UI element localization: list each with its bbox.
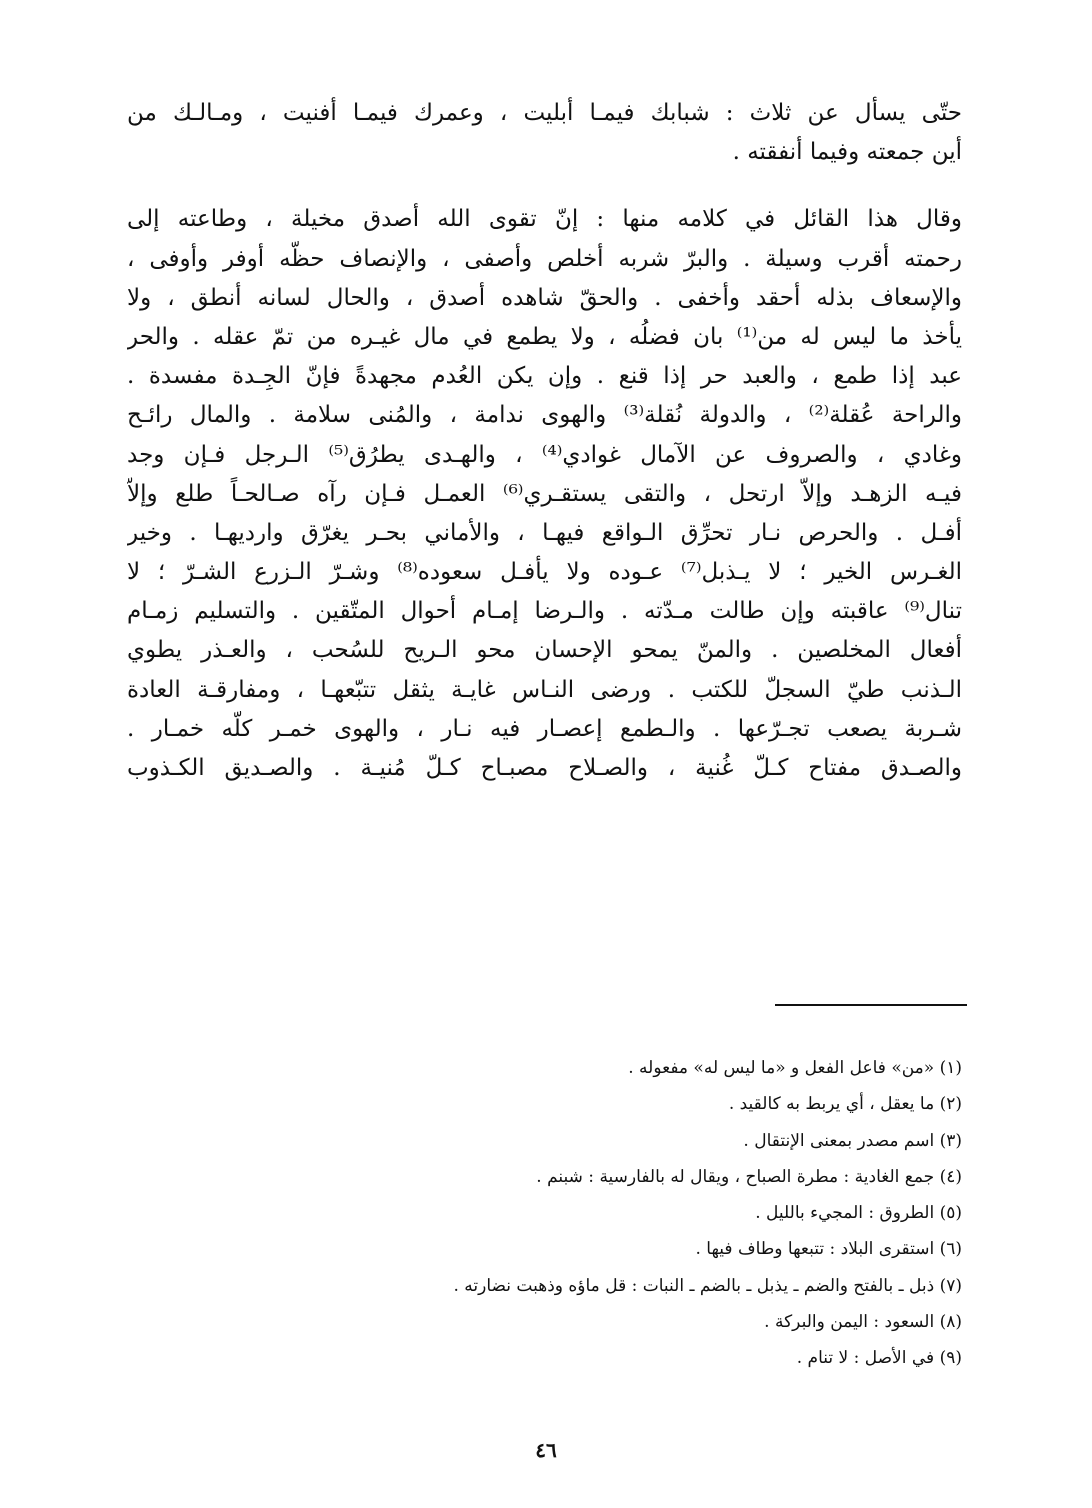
text-line: فيـه الزهـد وإلاّ ارتحل ، والتقى يستقـري⁽⁶⁾ العمـل فـإن رآه صـالحـاً طلع وإلاّ — [127, 480, 962, 507]
footnote: (٤) جمع الغادية : مطرة الصباح ، ويقال له بالفارسية : شبنم . — [536, 1166, 962, 1187]
text-line: يأخذ ما ليس له من⁽¹⁾ بان فضلُه ، ولا يطمع في مال غيـره من تمّ عقله . والحر — [127, 323, 962, 350]
text-line: شـربة يصعب تجـرّعها . والـطمع إعصـار فيه نـار ، والهوى خمـر كلّه خمـار . — [127, 715, 962, 742]
footnote: (٦) استقرى البلاد : تتبعها وطاف فيها . — [695, 1239, 962, 1260]
paragraph — [127, 94, 962, 172]
text-line: أفـل . والحرص نـار تحرِّق الـواقع فيهـا ، والأماني بحـر يغرّق وارديهـا . وخير — [127, 519, 962, 546]
text-line: الـذنب طيّ السجلّ للكتب . ورضى النـاس غايـة يثقل تتبّعهـا ، ومفارقـة العادة — [127, 676, 962, 703]
text-line: وغادي ، والصروف عن الآمال غوادي⁽⁴⁾ ، والهـدى يطرُق⁽⁵⁾ الـرجل فـإن وجد — [127, 441, 962, 468]
text-line: الغـرس الخير ؛ لا يـذبل⁽⁷⁾ عـوده ولا يأفـل سعوده⁽⁸⁾ وشـرّ الـزرع الشـرّ ؛ لا — [127, 559, 962, 586]
text-line: حتّى يسأل عن ثلاث : شبابك فيمـا أبليت ، وعمرك فيمـا أفنيت ، ومـالـك من — [127, 100, 962, 126]
text-line: وقال هذا القائل في كلامه منها : إنّ تقوى الله أصدق مخيلة ، وطاعته إلى — [127, 206, 962, 233]
text-line: أفعال المخلصين . والمنّ يمحو الإحسان محو الـريح للسُحب ، والعـذر يطوي — [127, 637, 962, 664]
paragraph-spacer — [127, 172, 962, 200]
footnote: (٥) الطروق : المجيء بالليل . — [755, 1203, 962, 1224]
text-line: والصـدق مفتاح كـلّ غُنية ، والصـلاح مصبـاح كـلّ مُنيـة . والصـديق الكـذوب — [127, 755, 962, 781]
text-line: والراحة عُقلة⁽²⁾ ، والدولة نُقلة⁽³⁾ والهوى ندامة ، والمُنى سلامة . والمال رائـح — [127, 402, 962, 429]
text-line: تنال⁽⁹⁾ عاقبته وإن طالت مـدّته . والـرضا إمـام أحوال المتّقين . والتسليم زمـام — [127, 598, 962, 625]
text-line: أين جمعته وفيما أنفقته . — [732, 139, 962, 166]
footnote: (٩) في الأصل : لا تنام . — [796, 1348, 962, 1369]
footnote: (٢) ما يعقل ، أي يربط به كالقيد . — [728, 1094, 962, 1115]
footnotes — [127, 1050, 962, 1377]
footnote: (٧) ذبل ـ بالفتح والضم ـ يذبل ـ بالضم ـ النبات : قل ماؤه وذهبت نضارته . — [453, 1275, 962, 1296]
page-number: ٤٦ — [535, 1438, 557, 1462]
text-line: والإسعاف بذله أحقد وأخفى . والحقّ شاهده أصدق ، والحال لسانه أنطق ، ولا — [127, 284, 962, 311]
footnote: (٨) السعود : اليمن والبركة . — [764, 1312, 962, 1333]
main-text — [127, 94, 962, 788]
footnote: (٣) اسم مصدر بمعنى الإنتقال . — [743, 1130, 962, 1151]
text-line: رحمته أقرب وسيلة . والبرّ شربه أخلص وأصفى ، والإنصاف حظّه أوفر وأوفى ، — [127, 245, 962, 272]
footnote-divider — [775, 1004, 967, 1006]
footnote: (١) «من» فاعل الفعل و «ما ليس له» مفعوله . — [628, 1058, 962, 1078]
text-line: عبد إذا طمع ، والعبد حر إذا قنع . وإن يكن العُدم مجهدةً فإنّ الجِـدة مفسدة . — [127, 363, 962, 390]
paragraph — [127, 200, 962, 788]
